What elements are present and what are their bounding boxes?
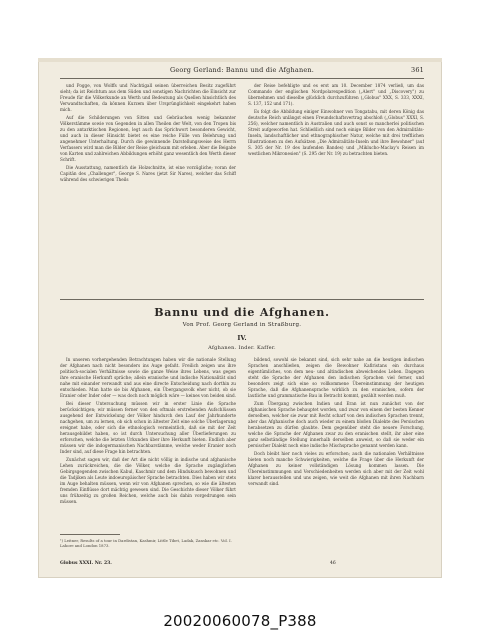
paragraph: bildend, sowohl sie bekannt sind, sich sehr nahe an die heutigen indischen Sprachen anschließen, zeigen die Bewohner Kafiristans ein durchaus eigentümliches, von dem neu- und altindischen abweichendes Leben. Dagegen steht die Sprache der Afghanen den indischen Sprachen viel ferner, und besonders zeigt sich eine so vollkommene Übereinstimmung der heutigen Sprache, daß die Afghanensprache wirklich zu den eranischen, sofern der lautliche und grammatische Bau in Betracht kommt, gezählt werden muß. <box>248 357 424 398</box>
paragraph: Doch bleibt hier noch vieles zu erforschen; auch die nationalen Verhältnisse bieten noch manche Schwierigkeiten, welche die Frage über die Herkunft der Afghanen zu keiner vollständigen Lösung kommen lassen. Die Übereinstimmungen und Verschiedenheiten werden sich aber mit der Zeit wohl klarer herausstellen und uns zeigen, wie weit die Afghanen mit ihren Nachbarn verwandt sind. <box>248 451 424 486</box>
page-number: 361 <box>410 66 424 74</box>
paragraph: Auf die Schilderungen von Sitten und Gebräuchen wenig bekannter Völkerstämme sowie von Gegenden in allen Theilen der Welt, von den Tropen bis zu den antarktischen Regionen, legt auch das Sprichwort besonderen Gewicht, und auch in dieser Hinsicht bietet es eine reiche Fülle von Belehrung und angenehmer Unterhaltung. Durch die gewinnende Darstellungsweise des Herrn Verfassers wird man die Bilder der Reise gleichsam mit erleben. Aber die Beigabe von Karten und zahlreichen Abbildungen erhöht ganz wesentlich den Werth dieser Schrift. <box>60 115 236 162</box>
lower-left-column <box>60 357 236 531</box>
upper-left-column <box>60 83 236 295</box>
signature-mark: 46 <box>330 561 336 566</box>
footnote-rule <box>60 534 120 535</box>
footnote: ¹) Leitner, Results of a tour in Dardistan, Kashmir, Little Tibet, Ladak, Zanskar etc. Vol. I. Lahore and London 1873. <box>60 538 232 548</box>
paragraph: Die Ausstattung, namentlich die Holzschnitte, ist eine vorzügliche; voran der Capitän des „Challenger", George S. Nares (jetzt Sir Nares), welcher das Schiff während des schwierigen Theils <box>60 165 236 182</box>
paragraph: Zunächst sagen wir, daß der Art die nicht völlig in indische und afghanische Lehen zurückreichen, die die Völker, welche die Sprache zugänglichen Gebirgsgegenden zwischen Kabul, Kaschmir und dem Hindukusch bewohnen und die Tadjiken als Leute indoeuropäischer Sprache betrachten. Dies haben wir stets im Auge behalten müssen, wenn wir von Afghanen sprechen, so wie die ältesten fremden Einflüsse dort mächtig gewesen sind. Die Geschichte dieser Völker führt uns frühzeitig zu großen Reichen, welche auch bis dahin vorgedrungen sein müssen. <box>60 457 236 504</box>
paragraph: Bei dieser Untersuchung müssen wir in erster Linie die Sprache berücksichtigen; wir müssen ferner von den oftmals erstrebenden Aufschlüssen ausgehend der Entwickelung der Völker hindurch den Lauf der Jahrhunderte nachgehen, um zu lernen, ob sich schon in ältester Zeit eine solche Überlagerung ereignet habe, oder sich die ethnologisch vermeintlich, daß sie mit der Zeit herausgebildet haben, so ist durch Untersuchung aller Überlieferungen zu erforschen, welche die letzten Urkunden über ihre Herkunft bieten. Endlich aber müssen wir die indogermanischen Nachbarstämme, welche weder Eranier noch Inder sind, auf diese Frage hin betrachten. <box>60 401 236 454</box>
scan-edge <box>38 58 442 62</box>
article-byline: Von Prof. Georg Gerland in Straßburg. <box>182 322 302 328</box>
upper-right-column <box>248 83 424 295</box>
paragraph: In unseren vorhergehenden Betrachtungen haben wir die nationale Stellung der Afghanen nach nicht besonders ins Auge gefaßt. Freilich zeigen uns ihre politisch-socialen Verhältnisse sowie die ganze Weise ihres Lebens, was gegen ihre eranische Herkunft spräche; allein eranische und indische Nationalität sind nahe mit einander verwandt und aus eine directe Entscheidung nach dorthin zu entschieden. Man hatte sie bis Afghanen, ein Übergangsvolk eher nicht, ob sie Eranier oder Inder oder — was doch noch möglich wäre — keines von beiden sind. <box>60 357 236 398</box>
paragraph: der Reise befehligte und es erst am 10. December 1874 verließ, um das Commando der englischen Nordpolarexpedition („Alert" und „Discovery") zu übernehmen und dieselbe glücklich durchzuführen („Globus" XXX, S. 333, XXXI, S. 137, 152 und 171). <box>248 83 424 106</box>
paragraph: Es folgt die Abbildung einiger Einwohner von Tongatabu, mit deren König das deutsche Reich unlängst einen Freundschaftsvertrag abschloß („Globus" XXXI, S. 256), welcher namentlich in Australien und auch sonst so mancherlei politischen Streit aufgeworfen hat. Schließlich sind noch einige Bilder von den Admiralitäts-Inseln, landschaftlicher und ethnographischer Natur, welche mit drei trefflichen Illustrationen zu den Aufsätzen „Die Admiralitäts-Inseln und ihre Bewohner" (auf S. 305 der Nr. 19 des laufenden Bandes) und „Miklucho-Maclay's Reisen im westlichen Mikronesien" (S. 295 der Nr. 19) zu betrachten bieten. <box>248 109 424 156</box>
catalog-label: 20020060078_P388 <box>163 612 317 630</box>
section-number: IV. <box>237 334 247 342</box>
paragraph: und Pogge, von Wolffs und Nachtigall seinen überreichen Besitz zugeführt sieht; da ist Reichtum aus dem Süden und sonstigen Nachrichten die Einsicht zur Freude für die Völkerkunde an Werth und Bedeutung als Quellen hinsichtlich des Verwandtschaften, da können Kurzem über Ursprünglichkeit eingekehrt haben mich. <box>60 83 236 112</box>
section-subtopics: Afghanen. Inder. Kaffer. <box>208 345 276 351</box>
paragraph: Zum Übergang zwischen Indien und Eran ist nun zunächst von der afghanischen Sprache behauptet worden, und zwar von einem der besten Kenner derselben, welcher sie zwar mit Recht scharf von den indischen Sprachen trennt, aber das Afghanische doch auch wieder zu einem bloßen Dialekte des Persischen herabsetzen zu dürfen glaubte. Dem gegenüber steht die neuere Forschung, welche die Sprache der Afghanen zwar zu den eranischen stellt, ihr aber eine ganz selbständige Stellung innerhalb derselben anweist, so daß sie weder ein persischer Dialekt noch eine indische Mischsprache genannt werden kann. <box>248 401 424 448</box>
running-header <box>60 66 424 76</box>
article-separator-rule <box>60 299 424 300</box>
header-rule <box>60 78 424 79</box>
scanned-page <box>38 58 442 578</box>
journal-reference: Globus XXXI. Nr. 23. <box>60 561 112 566</box>
lower-right-column <box>248 357 424 557</box>
article-title: Bannu und die Afghanen. <box>154 306 330 319</box>
running-title: Georg Gerland: Bannu und die Afghanen. <box>169 66 315 74</box>
